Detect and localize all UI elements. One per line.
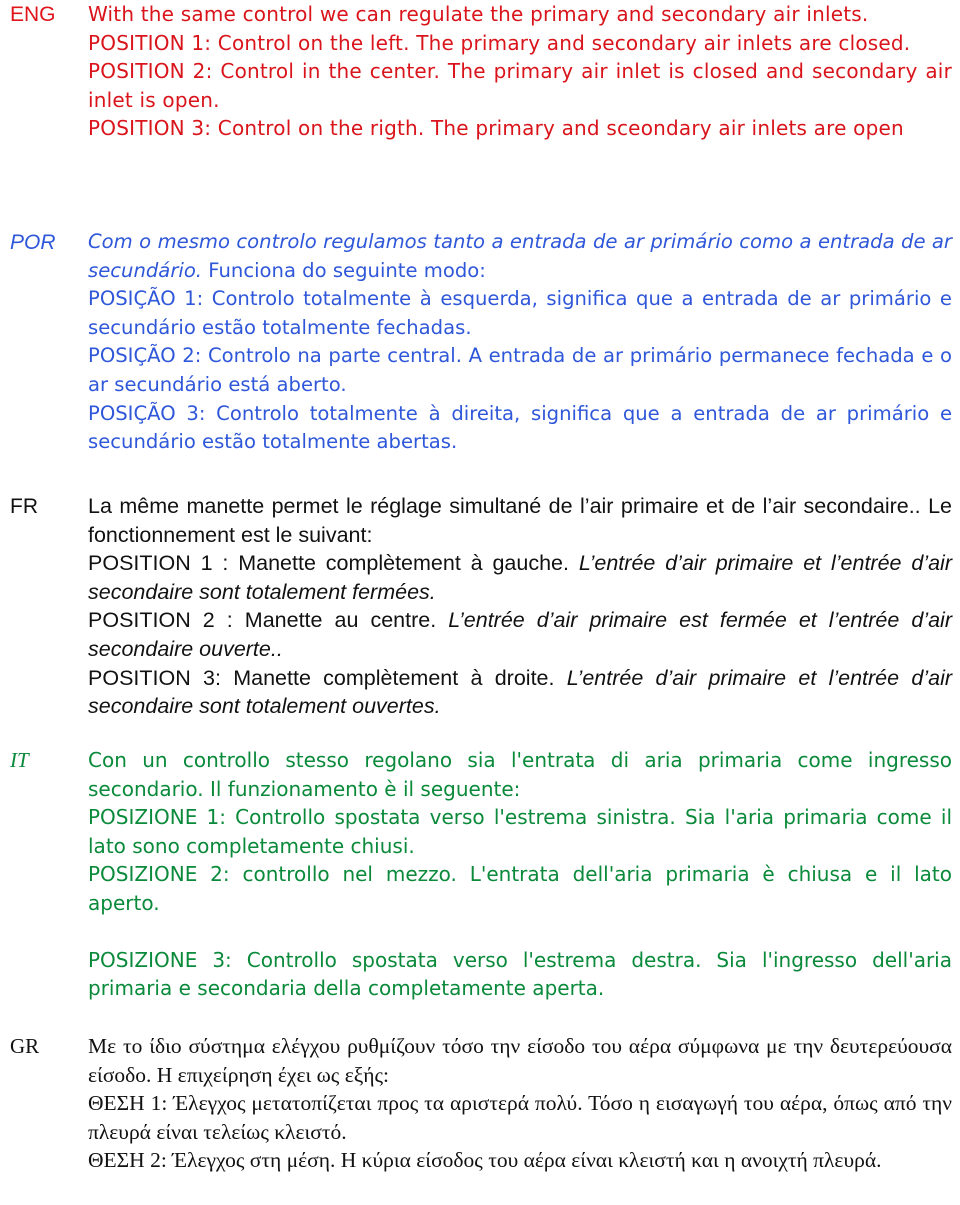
section-body [88,1032,952,1175]
position-text: L’entrée d’air primaire est fermée et l’entrée d’air secondaire ouverte.. [88,608,952,661]
position-text: L’entrée d’air primaire et l’entrée d’air secondaire sont totalement ouvertes. [88,665,953,719]
language-label: IT [10,748,29,772]
paragraph: Con un controllo stesso regolano sia l'entrata di aria primaria come ingresso secondario. Il funzionamento è il seguente: [88,748,952,801]
paragraph [88,664,952,721]
paragraph: With the same control we can regulate the primary and secondary air inlets. [88,2,869,26]
section-body [88,228,952,457]
paragraph [88,228,952,285]
language-label: FR [10,495,38,518]
paragraph: POSIÇÃO 2: Controlo na parte central. A entrada de ar primário permanece fechada e o ar secundário está aberto. [88,344,952,396]
language-label: POR [10,231,56,254]
position-label: POSITION 3: Manette complètement à droite. [88,665,555,690]
paragraph: ΘΕΣΗ 1: Έλεγχος μετατοπίζεται προς τα αριστερά πολύ. Τόσο η εισαγωγή του αέρα, όπως από την πλευρά είναι τελείως κλειστό. [88,1091,952,1144]
paragraph: La même manette permet le réglage simultané de l’air primaire et de l’air secondaire.. Le fonctionnement est le suivant: [88,494,952,547]
paragraph: POSIZIONE 3: Controllo spostata verso l'estrema destra. Sia l'ingresso dell'aria primaria e secondaria della completamente aperta. [88,947,952,1001]
position-label: POSITION 1 : Manette complètement à gauche. [88,551,569,576]
section-body [88,492,952,721]
section-body [88,0,952,143]
paragraph: POSIÇÃO 1: Controlo totalmente à esquerda, significa que a entrada de ar primário e secundário estão totalmente fechadas. [88,287,952,339]
paragraph: POSIÇÃO 3: Controlo totalmente à direita, significa que a entrada de ar primário e secundário estão totalmente abertas. [88,401,952,454]
paragraph: POSITION 3: Control on the rigth. The primary and sceondary air inlets are open [88,116,904,141]
paragraph: POSIZIONE 2: controllo nel mezzo. L'entrata dell'aria primaria è chiusa e il lato aperto. [88,862,952,915]
section-body [88,746,952,1003]
intro-text: Com o mesmo controlo regulamos tanto a entrada de ar primário como a entrada de ar secundário. [88,230,952,282]
paragraph: POSITION 1: Control on the left. The primary and secondary air inlets are closed. [88,30,911,55]
paragraph: POSITION 2: Control in the center. The primary air inlet is closed and secondary air inlet is open. [88,59,952,112]
paragraph [88,549,952,606]
position-text: L’entrée d’air primaire et l’entrée d’air secondaire sont totalement fermées. [88,551,952,604]
position-label: POSITION 2 : Manette au centre. [88,608,437,633]
intro-text-cont: Funciona do seguinte modo: [208,258,486,282]
paragraph [88,606,952,663]
language-label: GR [10,1034,40,1058]
language-label: ENG [10,3,56,26]
paragraph: POSIZIONE 1: Controllo spostata verso l'estrema sinistra. Sia l'aria primaria come il lato sono completamente chiusi. [88,805,952,858]
paragraph: Με το ίδιο σύστημα ελέγχου ρυθμίζουν τόσο την είσοδο του αέρα σύμφωνα με την δευτερεύουσα είσοδο. Η επιχείρηση έχει ως εξής: [88,1034,952,1087]
paragraph: ΘΕΣΗ 2: Έλεγχος στη μέση. Η κύρια είσοδος του αέρα είναι κλειστή και η ανοιχτή πλευρά. [88,1148,882,1173]
